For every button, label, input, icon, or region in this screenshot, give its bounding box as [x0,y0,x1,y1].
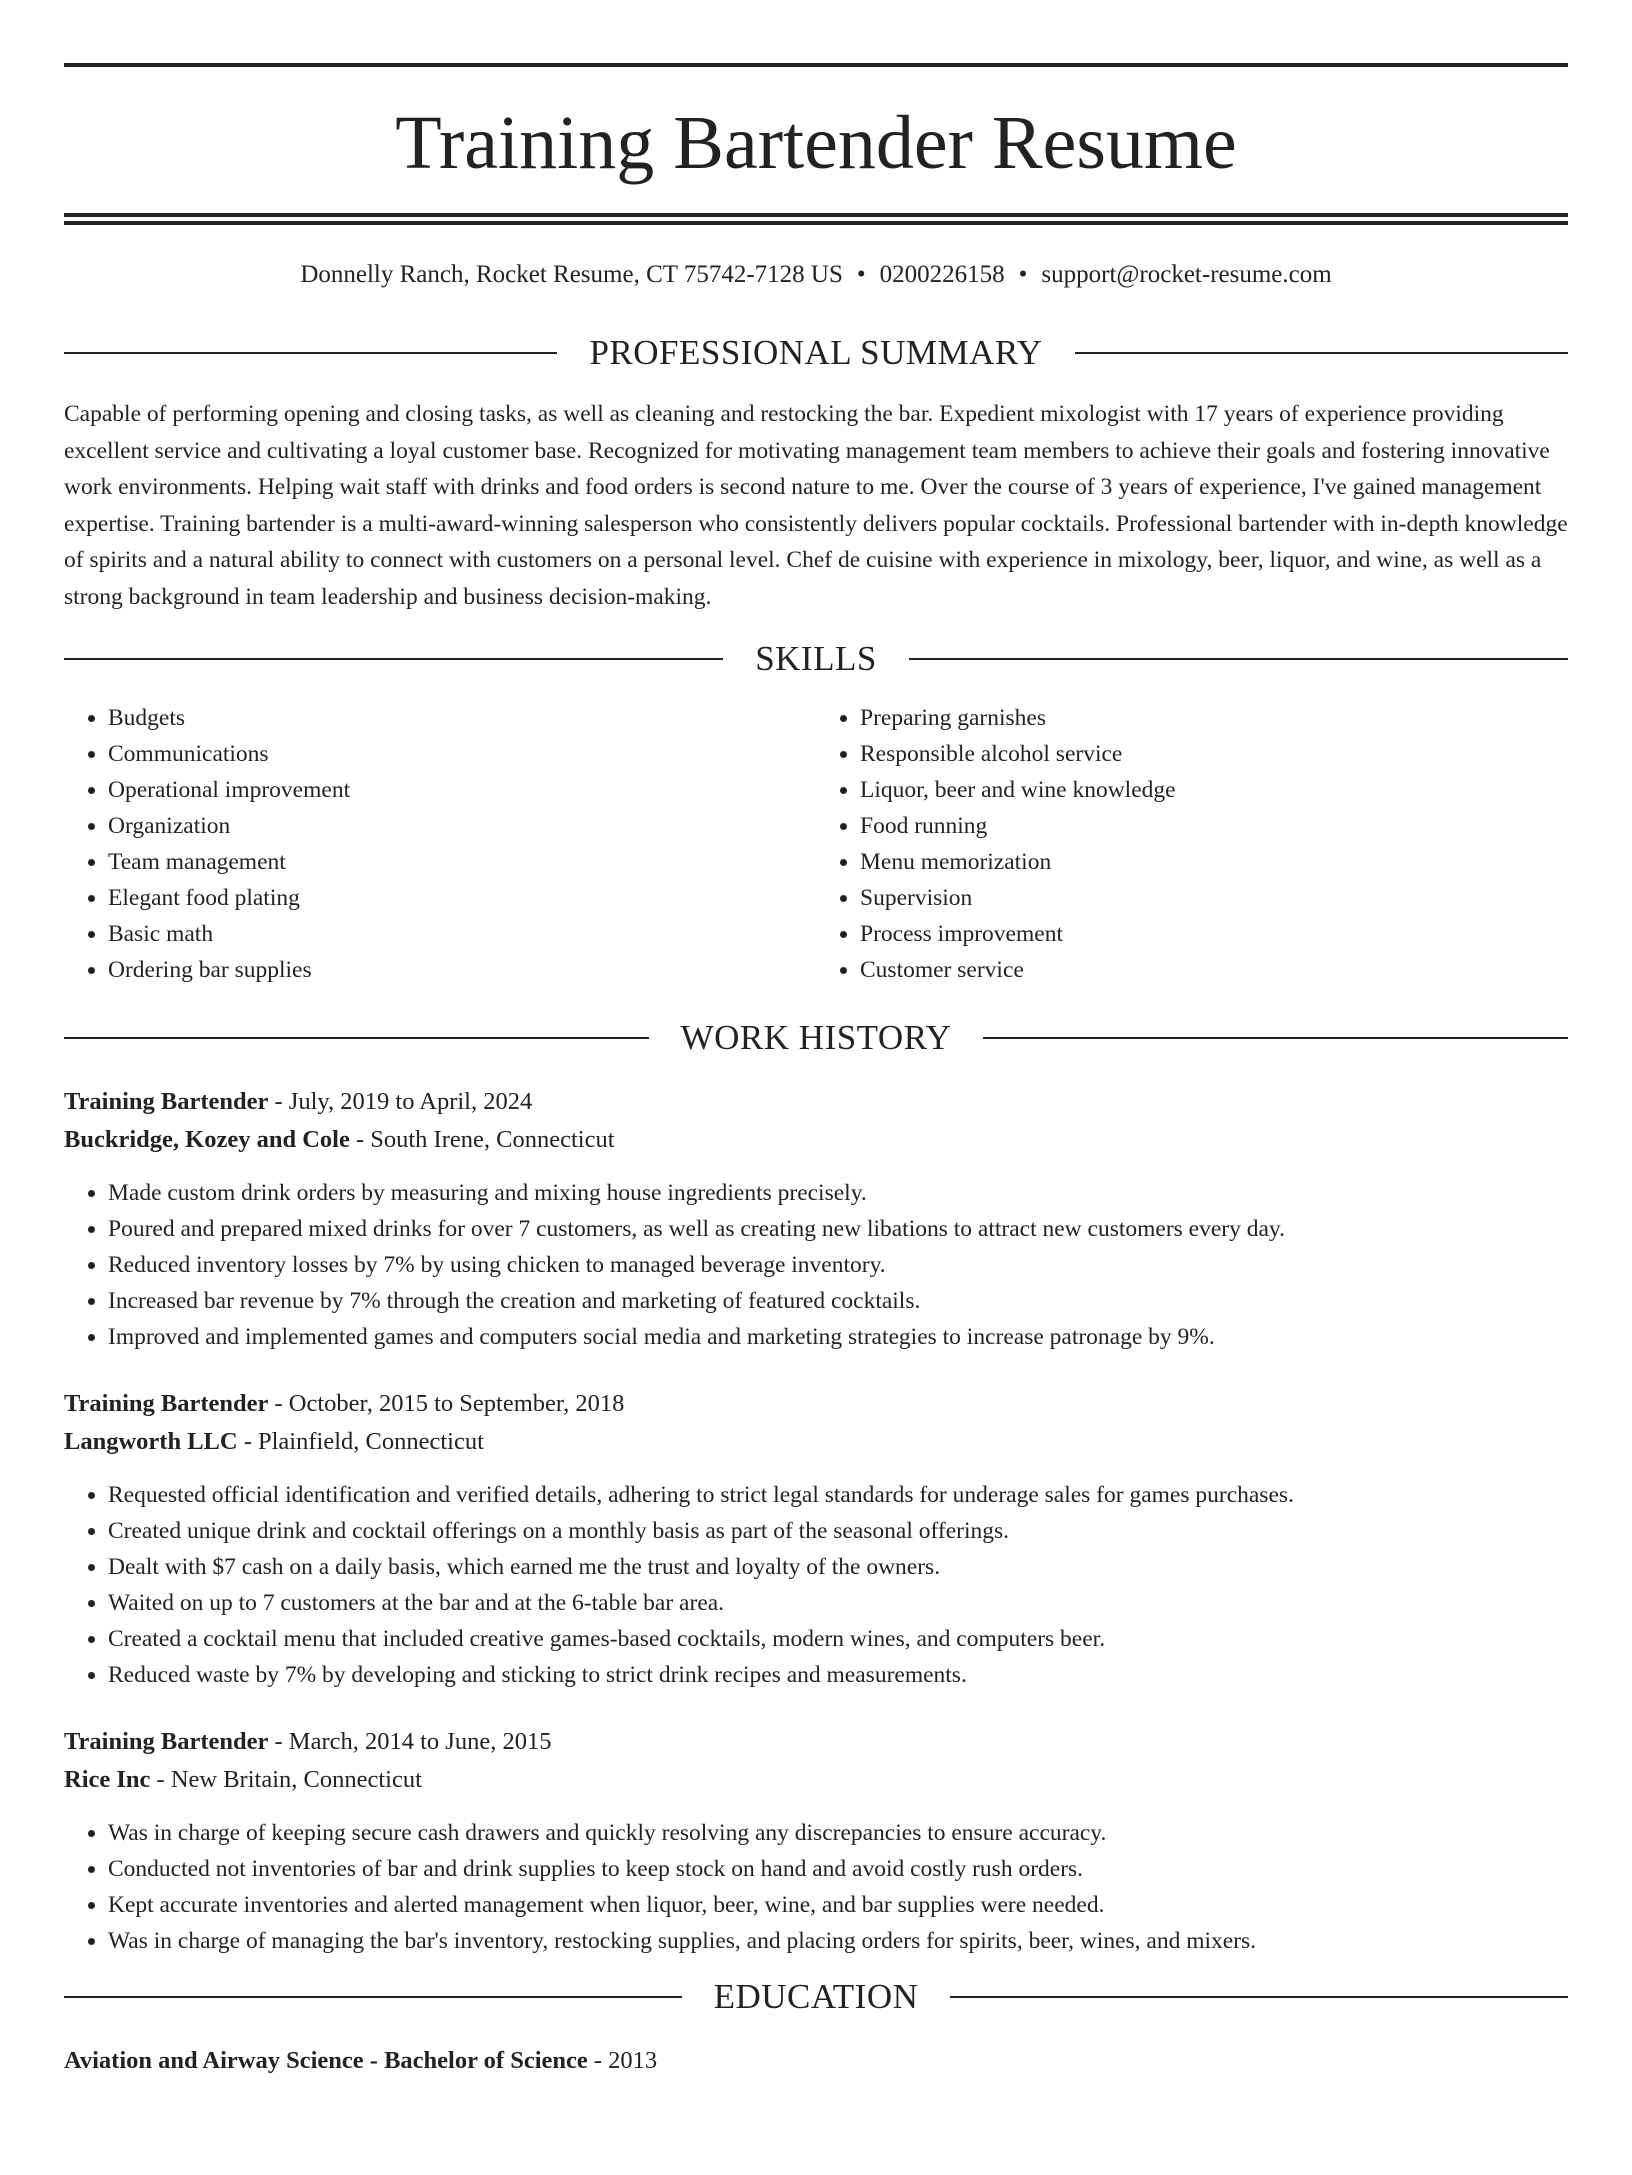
skill-item: • Customer service [860,952,1568,988]
title-double-rule [64,213,1568,225]
duty-item: • Was in charge of keeping secure cash drawers and quickly resolving any discrepancies to ensure accuracy. [108,1815,1568,1851]
skill-item: • Team management [108,844,816,880]
contact-address: Donnelly Ranch, Rocket Resume, CT 75742-7128 US [300,261,843,288]
section-rule-left [64,352,557,354]
job-company-line [64,1423,1568,1461]
duty-item: • Improved and implemented games and computers social media and marketing strategies to increase patronage by 9%. [108,1319,1568,1355]
skill-item: • Basic math [108,916,816,952]
duty-item: • Created a cocktail menu that included creative games-based cocktails, modern wines, and computers beer. [108,1621,1568,1657]
job-location: - New Britain, Connecticut [150,1766,422,1793]
job-duties [64,1815,1568,1959]
section-title: WORK HISTORY [680,1018,952,1057]
section-header-skills [64,641,1568,676]
contact-separator: • [1018,261,1028,288]
duty-item: • Created unique drink and cocktail offerings on a monthly basis as part of the seasonal offerings. [108,1513,1568,1549]
education-year: - 2013 [587,2047,658,2074]
job-title: Training Bartender [64,1390,269,1417]
job-duties [64,1175,1568,1355]
job-dates: - July, 2019 to April, 2024 [268,1088,533,1115]
job-entry [64,1723,1568,1959]
duty-item: • Reduced inventory losses by 7% by using chicken to managed beverage inventory. [108,1247,1568,1283]
skill-item: • Preparing garnishes [860,700,1568,736]
job-location: - South Irene, Connecticut [349,1126,615,1153]
job-dates: - October, 2015 to September, 2018 [268,1390,625,1417]
duty-item: • Made custom drink orders by measuring and mixing house ingredients precisely. [108,1175,1568,1211]
contact-separator: • [856,261,866,288]
section-title: EDUCATION [713,1977,919,2016]
duty-item: • Conducted not inventories of bar and drink supplies to keep stock on hand and avoid costly rush orders. [108,1851,1568,1887]
contact-phone: 0200226158 [879,261,1005,288]
section-rule-left [64,1996,682,1998]
duty-item: • Poured and prepared mixed drinks for over 7 customers, as well as creating new libations to attract new customers every day. [108,1211,1568,1247]
skill-item: • Menu memorization [860,844,1568,880]
job-entry [64,1083,1568,1355]
duty-item: • Kept accurate inventories and alerted management when liquor, beer, wine, and bar supplies were needed. [108,1887,1568,1923]
section-rule-left [64,1037,649,1039]
job-company: Buckridge, Kozey and Cole [64,1126,350,1153]
skill-item: • Budgets [108,700,816,736]
section-rule-left [64,658,723,660]
duty-item: • Was in charge of managing the bar's inventory, restocking supplies, and placing orders for spirits, beer, wines, and mixers. [108,1923,1568,1959]
resume-page [0,63,1632,2175]
job-title-line [64,1723,1568,1761]
job-title: Training Bartender [64,1728,269,1755]
summary-text: Capable of performing opening and closing tasks, as well as cleaning and restocking the bar. Expedient mixologist with 17 years of experience providing excellent service and cultivating a loyal customer base. Recognized for motivating management team members to achieve their goals and fostering innovative work environments. Helping wait staff with drinks and food orders is second nature to me. Over the course of 3 years of experience, I've gained management expertise. Training bartender is a multi-award-winning salesperson who consistently delivers popular cocktails. Professional bartender with in-depth knowledge of spirits and a natural ability to connect with customers on a personal level. Chef de cuisine with experience in mixology, beer, liquor, and wine, as well as a strong background in team leadership and business decision-making. [64,401,1568,610]
skill-item: • Elegant food plating [108,880,816,916]
section-header-work [64,1020,1568,1055]
section-title: SKILLS [755,639,877,678]
job-duties [64,1477,1568,1693]
education-entry [64,2042,1568,2080]
skills-column-left [64,700,816,988]
job-title-line [64,1385,1568,1423]
skill-item: • Process improvement [860,916,1568,952]
section-header-education [64,1979,1568,2014]
skill-item: • Responsible alcohol service [860,736,1568,772]
duty-item: • Waited on up to 7 customers at the bar and at the 6-table bar area. [108,1585,1568,1621]
section-title: PROFESSIONAL SUMMARY [589,333,1043,372]
job-company-line [64,1121,1568,1159]
section-rule-right [909,658,1568,660]
resume-title: Training Bartender Resume [395,101,1237,185]
job-dates: - March, 2014 to June, 2015 [268,1728,552,1755]
job-company-line [64,1761,1568,1799]
job-location: - Plainfield, Connecticut [237,1428,484,1455]
skills-list [64,700,1568,988]
skill-item: • Liquor, beer and wine knowledge [860,772,1568,808]
job-title: Training Bartender [64,1088,269,1115]
top-rule [64,63,1568,67]
skill-item: • Communications [108,736,816,772]
contact-email: support@rocket-resume.com [1041,261,1332,288]
section-rule-right [983,1037,1568,1039]
section-header-summary [64,335,1568,370]
skill-item: • Food running [860,808,1568,844]
duty-item: • Increased bar revenue by 7% through the creation and marketing of featured cocktails. [108,1283,1568,1319]
section-rule-right [1075,352,1568,354]
duty-item: • Requested official identification and verified details, adhering to strict legal standards for underage sales for games purchases. [108,1477,1568,1513]
job-company: Langworth LLC [64,1428,238,1455]
skill-item: • Organization [108,808,816,844]
contact-line [64,261,1568,289]
duty-item: • Dealt with $7 cash on a daily basis, which earned me the trust and loyalty of the owners. [108,1549,1568,1585]
job-company: Rice Inc [64,1766,151,1793]
job-title-line [64,1083,1568,1121]
job-entry [64,1385,1568,1693]
duty-item: • Reduced waste by 7% by developing and sticking to strict drink recipes and measurements. [108,1657,1568,1693]
section-rule-right [950,1996,1568,1998]
skill-item: • Ordering bar supplies [108,952,816,988]
skill-item: • Supervision [860,880,1568,916]
skills-column-right [816,700,1568,988]
education-degree: Aviation and Airway Science - Bachelor of Science [64,2047,588,2074]
skill-item: • Operational improvement [108,772,816,808]
